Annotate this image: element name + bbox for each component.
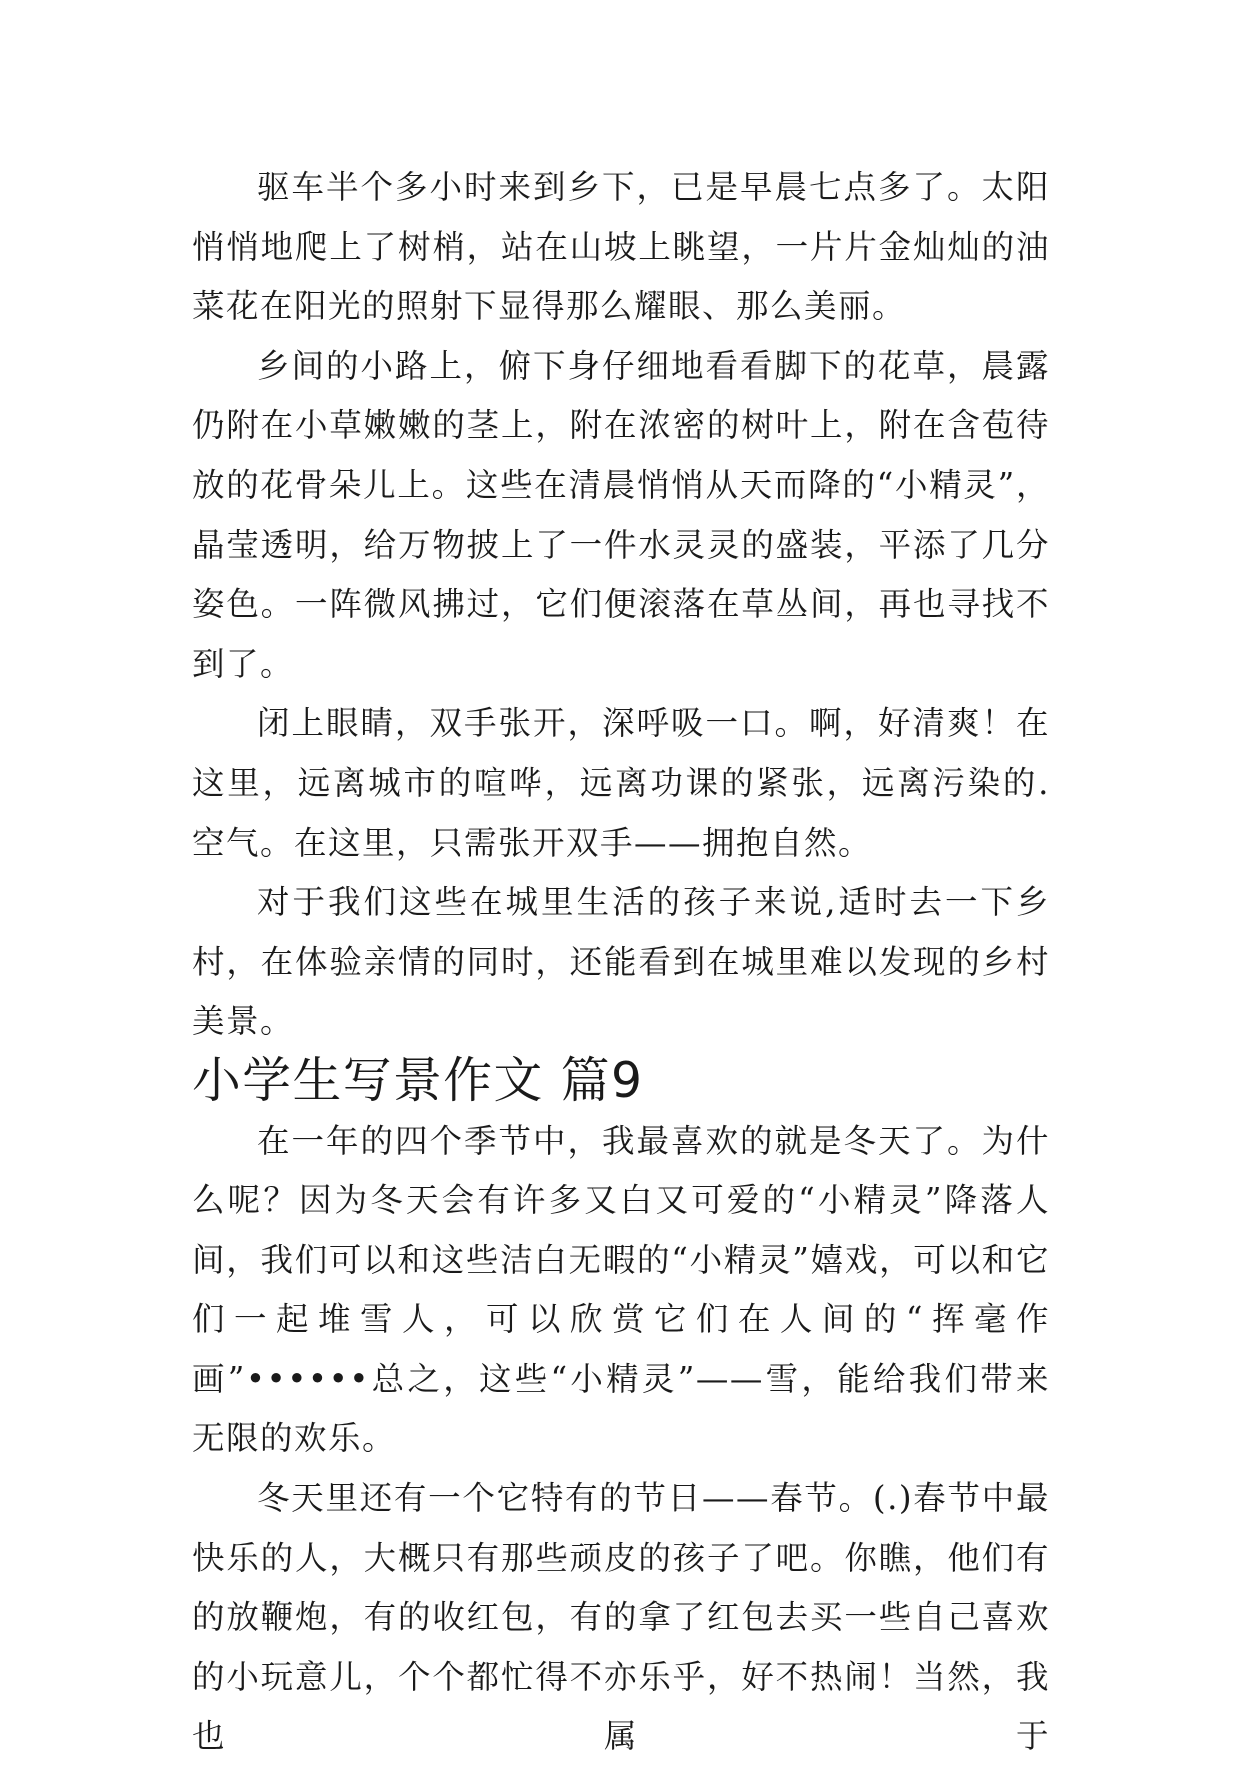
paragraph-morning-dew: 乡间的小路上，俯下身仔细地看看脚下的花草，晨露仍附在小草嫩嫩的茎上，附在浓密的树叶上，附在含苞待放的花骨朵儿上。这些在清晨悄悄从天而降的“小精灵”，晶莹透明，给万物披上了一件水灵灵的盛装，平添了几分姿色。一阵微风拂过，它们便滚落在草丛间，再也寻找不到了。 [192, 346, 1050, 683]
paragraph-countryside-morning: 驱车半个多小时来到乡下，已是早晨七点多了。太阳悄悄地爬上了树梢，站在山坡上眺望，一片片金灿灿的油菜花在阳光的照射下显得那么耀眼、那么美丽。 [192, 168, 1050, 326]
paragraph-spring-festival: 冬天里还有一个它特有的节日——春节。(.)春节中最快乐的人，大概只有那些顽皮的孩子了吧。你瞧，他们有的放鞭炮，有的收红包，有的拿了红包去买一些自己喜欢的小玩意儿，个个都忙得不亦乐乎，好不热闹！当然，我也属于 [192, 1479, 1050, 1756]
article-body [192, 158, 1050, 1767]
paragraph-city-children: 对于我们这些在城里生活的孩子来说,适时去一下乡村，在体验亲情的同时，还能看到在城里难以发现的乡村美景。 [192, 883, 1050, 1041]
paragraph-winter-snow: 在一年的四个季节中，我最喜欢的就是冬天了。为什么呢？因为冬天会有许多又白又可爱的“小精灵”降落人间，我们可以和这些洁白无暇的“小精灵”嬉戏，可以和它们一起堆雪人，可以欣赏它们在人间的“挥毫作画”••••••总之，这些“小精灵”——雪，能给我们带来无限的欢乐。 [192, 1121, 1050, 1458]
section-heading: 小学生写景作文 篇9 [192, 1052, 644, 1109]
paragraph-fresh-air: 闭上眼睛，双手张开，深呼吸一口。啊，好清爽！在这里，远离城市的喧哗，远离功课的紧张，远离污染的.空气。在这里，只需张开双手——拥抱自然。 [192, 704, 1050, 862]
